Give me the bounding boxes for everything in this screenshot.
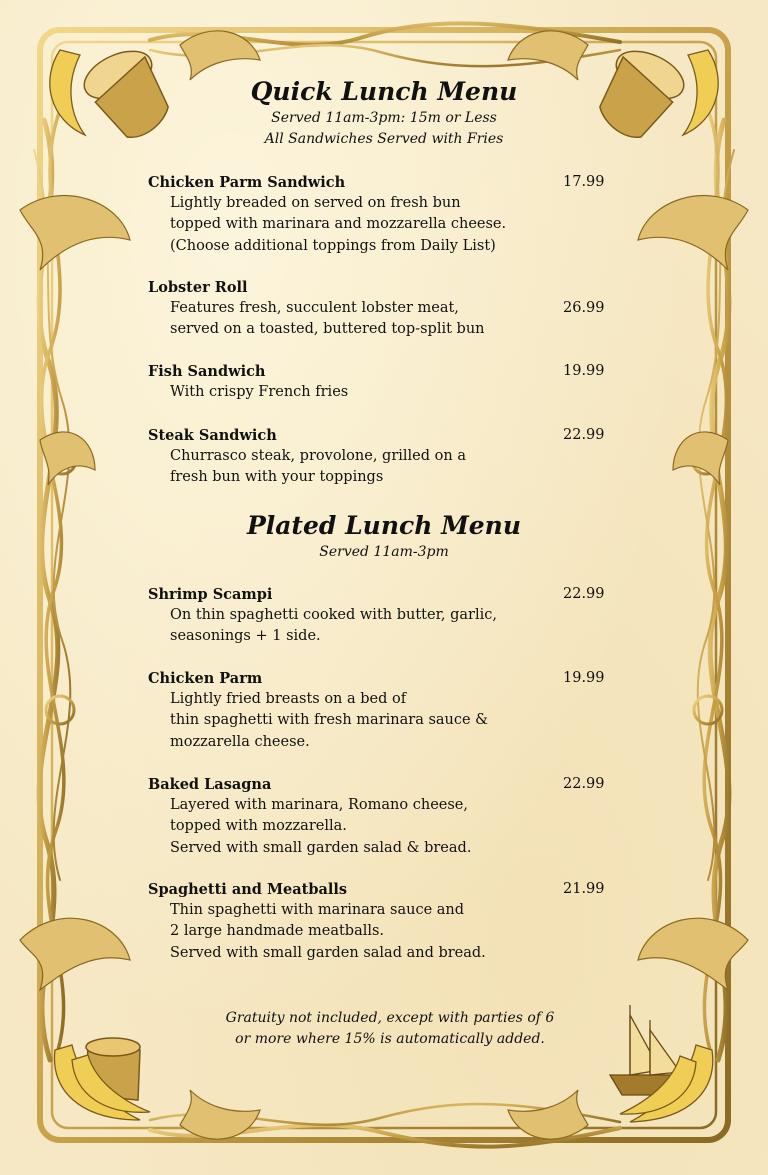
item-description-line: 2 large handmade meatballs.: [170, 923, 385, 940]
item-name: Baked Lasagna: [148, 776, 272, 793]
item-description-line: Lightly breaded on served on fresh bun: [170, 195, 461, 211]
item-description-line: Churrasco steak, provolone, grilled on a: [170, 448, 466, 464]
menu-item-spaghetti-and-meatballs: [148, 879, 608, 964]
menu-item-baked-lasagna: [148, 774, 608, 859]
menu-item-lobster-roll: [148, 277, 608, 341]
item-description-line: Lightly fried breasts on a bed of: [170, 691, 407, 707]
menu-item-fish-sandwich: [148, 361, 608, 403]
item-description-line: Features fresh, succulent lobster meat,: [170, 300, 459, 316]
item-description-line: seasonings + 1 side.: [170, 628, 321, 645]
gratuity-note: [200, 1008, 580, 1050]
item-name: Shrimp Scampi: [148, 586, 273, 603]
menu-item-chicken-parm-sandwich: [148, 172, 608, 257]
item-description: [148, 193, 608, 257]
item-name: Lobster Roll: [148, 279, 248, 296]
item-description-line: Thin spaghetti with marinara sauce and: [170, 902, 465, 918]
item-name: Chicken Parm: [148, 670, 263, 687]
item-name: Chicken Parm Sandwich: [148, 174, 346, 191]
item-description-line: thin spaghetti with fresh marinara sauce &: [170, 712, 489, 729]
quick-lunch-subtitle-2: All Sandwiches Served with Fries: [264, 131, 504, 147]
item-name: Fish Sandwich: [148, 363, 266, 380]
item-description: [148, 689, 608, 753]
quick-lunch-subtitle-1: Served 11am-3pm: 15m or Less: [271, 110, 497, 126]
item-description-line: served on a toasted, buttered top-split bun: [170, 321, 485, 338]
item-price: 19.99: [563, 363, 605, 379]
item-description-line: On thin spaghetti cooked with butter, garlic,: [170, 607, 497, 623]
item-description-line: (Choose additional toppings from Daily List): [170, 237, 496, 254]
item-name: Steak Sandwich: [148, 427, 277, 444]
plated-lunch-title: Plated Lunch Menu: [246, 511, 522, 540]
item-description: [148, 605, 608, 648]
item-description: [148, 446, 608, 489]
item-name: Spaghetti and Meatballs: [148, 881, 348, 898]
item-price: 22.99: [563, 427, 605, 443]
plated-lunch-subtitle: Served 11am-3pm: [319, 544, 449, 560]
menu-item-chicken-parm: [148, 668, 608, 753]
item-description-line: With crispy French fries: [170, 384, 349, 400]
item-description-line: Layered with marinara, Romano cheese,: [170, 797, 468, 813]
item-description-line: Served with small garden salad & bread.: [170, 839, 472, 856]
menu-item-shrimp-scampi: [148, 584, 608, 648]
item-price: 21.99: [563, 881, 605, 897]
gratuity-note-line: Gratuity not included, except with parties of 6: [225, 1010, 555, 1026]
item-description-line: fresh bun with your toppings: [170, 469, 384, 486]
menu-item-steak-sandwich: [148, 425, 608, 489]
item-price: 22.99: [563, 586, 605, 602]
item-price: 19.99: [563, 670, 605, 686]
item-price: 22.99: [563, 776, 605, 792]
item-description: [148, 382, 608, 403]
item-description-line: Served with small garden salad and bread.: [170, 944, 486, 961]
item-description-line: topped with marinara and mozzarella cheese.: [170, 216, 507, 233]
item-price: 17.99: [563, 174, 605, 190]
item-description: [148, 795, 608, 859]
quick-lunch-title: Quick Lunch Menu: [250, 77, 518, 106]
item-description: [148, 298, 608, 341]
item-description: [148, 900, 608, 964]
gratuity-note-line: or more where 15% is automatically added.: [235, 1031, 545, 1047]
item-description-line: topped with mozzarella.: [170, 818, 347, 835]
item-price: 26.99: [563, 300, 605, 316]
item-description-line: mozzarella cheese.: [170, 733, 310, 750]
